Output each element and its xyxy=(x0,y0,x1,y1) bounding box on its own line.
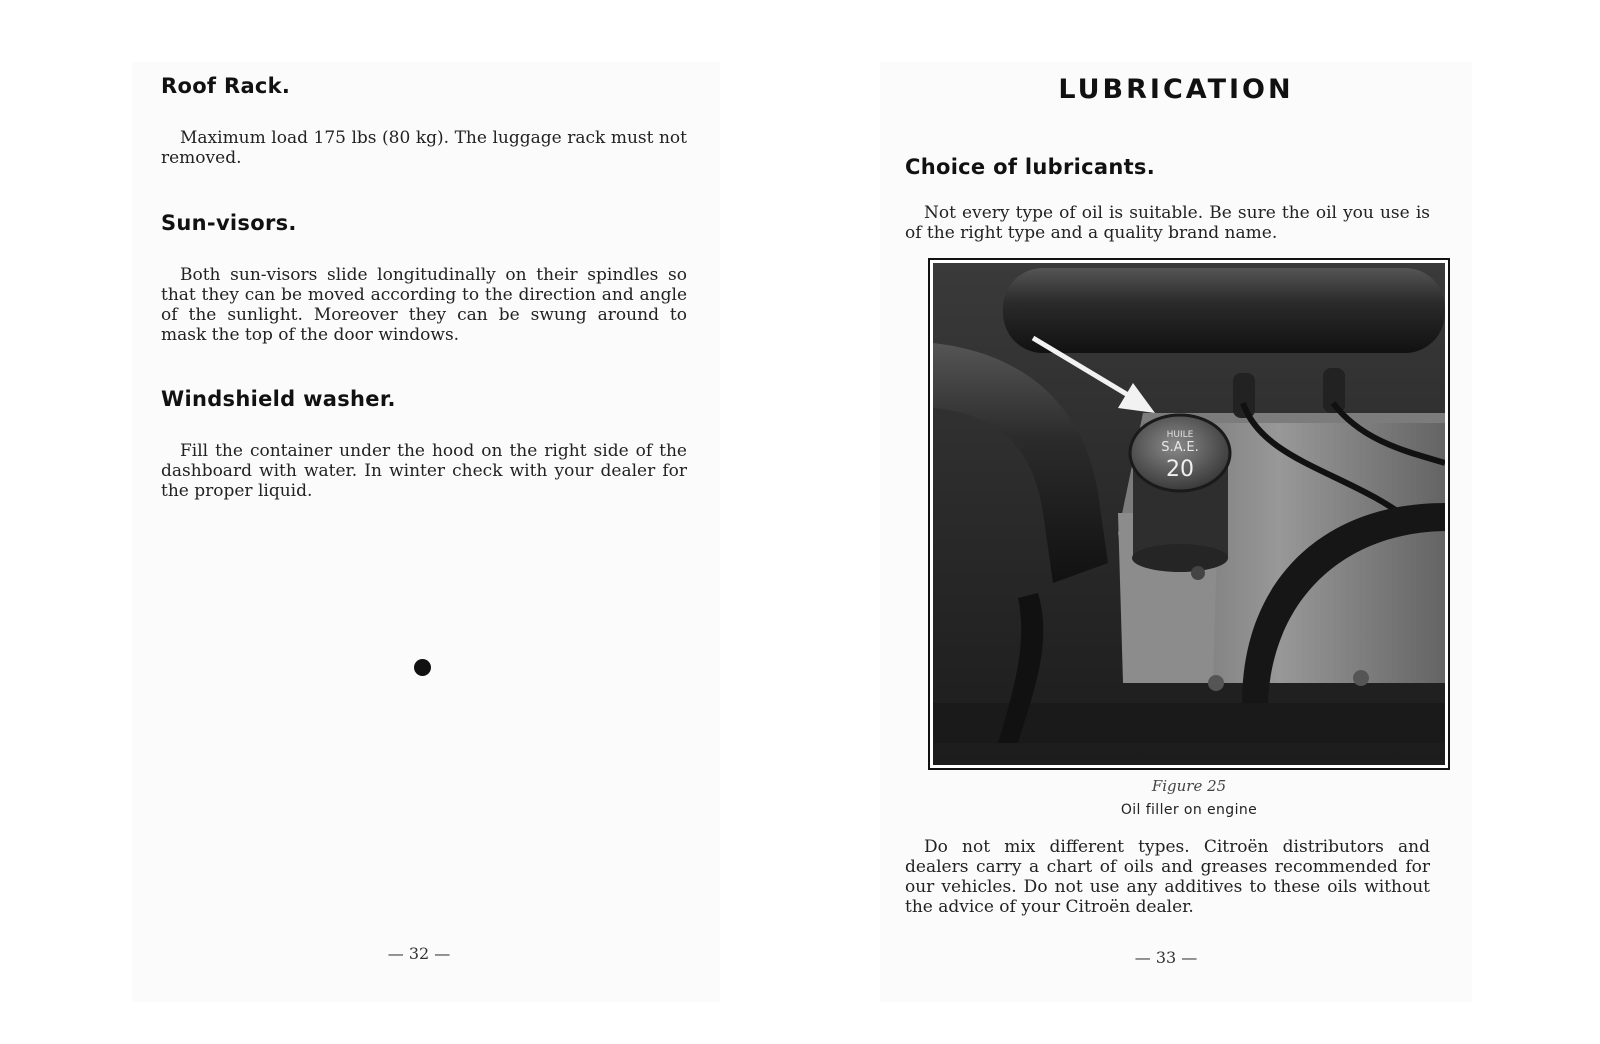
punch-hole-dot xyxy=(414,659,431,676)
bolt xyxy=(1353,670,1369,686)
roof-rack-text: Maximum load 175 lbs (80 kg). The luggage rack must not removed. xyxy=(161,128,687,168)
windshield-washer-text: Fill the container under the hood on the right side of the dashboard with water. In winter check with your dealer for the proper liquid. xyxy=(161,441,687,501)
engine-photo xyxy=(933,263,1445,765)
cap-label-sae: S.A.E. xyxy=(1161,440,1199,455)
cap-label-top: HUILE xyxy=(1166,430,1194,440)
bolt xyxy=(1208,675,1224,691)
engine-photo-figure xyxy=(928,258,1450,770)
sun-visors-heading: Sun-visors. xyxy=(161,211,297,235)
page-number-left: — 32 — xyxy=(387,944,451,963)
choice-of-lubricants-heading: Choice of lubricants. xyxy=(905,155,1155,179)
left-page xyxy=(132,62,720,1002)
top-pipe xyxy=(1003,268,1445,353)
figure-number: Figure 25 xyxy=(1151,777,1227,795)
oil-filler-bottom xyxy=(1132,544,1228,572)
closing-text: Do not mix different types. Citroën distributors and dealers carry a chart of oils and greases recommended for our vehicles. Do not use any additives to these oils without the advice of your Citroën dealer. xyxy=(905,837,1430,917)
bolt xyxy=(1191,566,1205,580)
chapter-title: LUBRICATION xyxy=(1058,74,1294,105)
sun-visors-text: Both sun-visors slide longitudinally on their spindles so that they can be moved according to the direction and angle of the sunlight. Moreover they can be swung around to mask the top of the door windows. xyxy=(161,265,687,345)
cap-label-number: 20 xyxy=(1166,457,1194,482)
windshield-washer-heading: Windshield washer. xyxy=(161,387,396,411)
roof-rack-heading: Roof Rack. xyxy=(161,74,291,98)
figure-caption: Oil filler on engine xyxy=(1120,802,1258,818)
page-number-right: — 33 — xyxy=(1134,948,1198,967)
intro-text: Not every type of oil is suitable. Be sure the oil you use is of the right type and a quality brand name. xyxy=(905,203,1430,243)
